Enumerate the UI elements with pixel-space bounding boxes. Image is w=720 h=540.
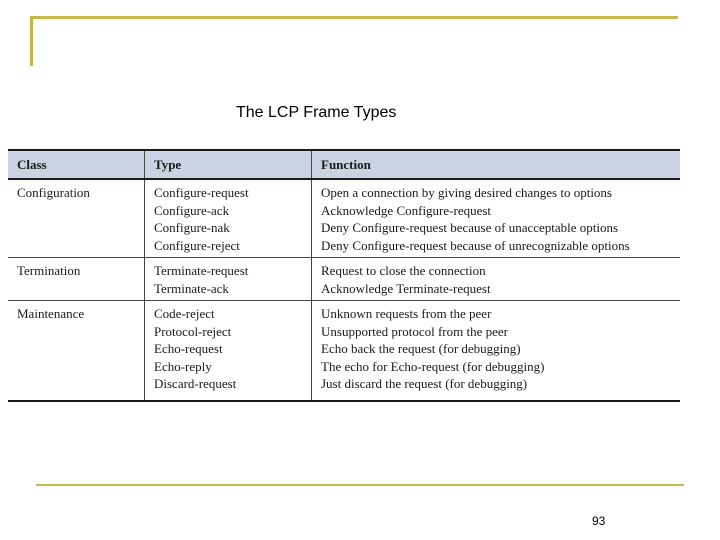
table-row-termination (8, 258, 680, 301)
type-item: Protocol-reject (154, 323, 232, 339)
type-cell (145, 301, 312, 401)
function-item: Request to close the connection (321, 263, 486, 278)
type-item: Code-reject (154, 306, 215, 321)
function-item: Echo back the request (for debugging) (321, 341, 521, 356)
type-item: Terminate-request (154, 263, 249, 278)
type-item: Echo-request (154, 341, 223, 356)
decorative-left-rule (30, 16, 33, 66)
function-cell (312, 301, 681, 401)
type-item: Echo-reply (154, 358, 212, 374)
type-item: Configure-ack (154, 202, 230, 218)
table-row-maintenance (8, 301, 680, 401)
function-item: Unsupported protocol from the peer (321, 323, 509, 339)
header-function: Function (312, 150, 681, 179)
function-item: Just discard the request (for debugging) (321, 376, 528, 391)
decorative-top-rule (30, 16, 678, 19)
type-cell (145, 179, 312, 258)
slide-title: The LCP Frame Types (236, 104, 397, 121)
function-item: Acknowledge Configure-request (321, 202, 492, 218)
header-class: Class (8, 150, 145, 179)
type-item: Configure-reject (154, 237, 240, 253)
class-cell: Configuration (8, 179, 145, 258)
type-item: Configure-nak (154, 220, 230, 235)
page-number: 93 (592, 514, 606, 528)
type-item: Terminate-ack (154, 280, 229, 296)
type-cell (145, 258, 312, 301)
function-item: The echo for Echo-request (for debugging) (321, 358, 545, 374)
header-type: Type (145, 150, 312, 179)
table-row-configuration (8, 179, 680, 258)
table-header-row (8, 150, 680, 179)
function-item: Deny Configure-request because of unrecognizable options (321, 237, 630, 253)
function-item: Deny Configure-request because of unacceptable options (321, 220, 619, 235)
class-cell: Termination (8, 258, 145, 301)
function-cell (312, 258, 681, 301)
function-item: Open a connection by giving desired changes to options (321, 185, 612, 200)
lcp-frame-types-table (8, 149, 680, 402)
class-cell: Maintenance (8, 301, 145, 401)
function-item: Acknowledge Terminate-request (321, 280, 491, 296)
type-item: Discard-request (154, 376, 237, 391)
type-item: Configure-request (154, 185, 249, 200)
function-item: Unknown requests from the peer (321, 306, 492, 321)
footer-rule (36, 484, 684, 486)
function-cell (312, 179, 681, 258)
